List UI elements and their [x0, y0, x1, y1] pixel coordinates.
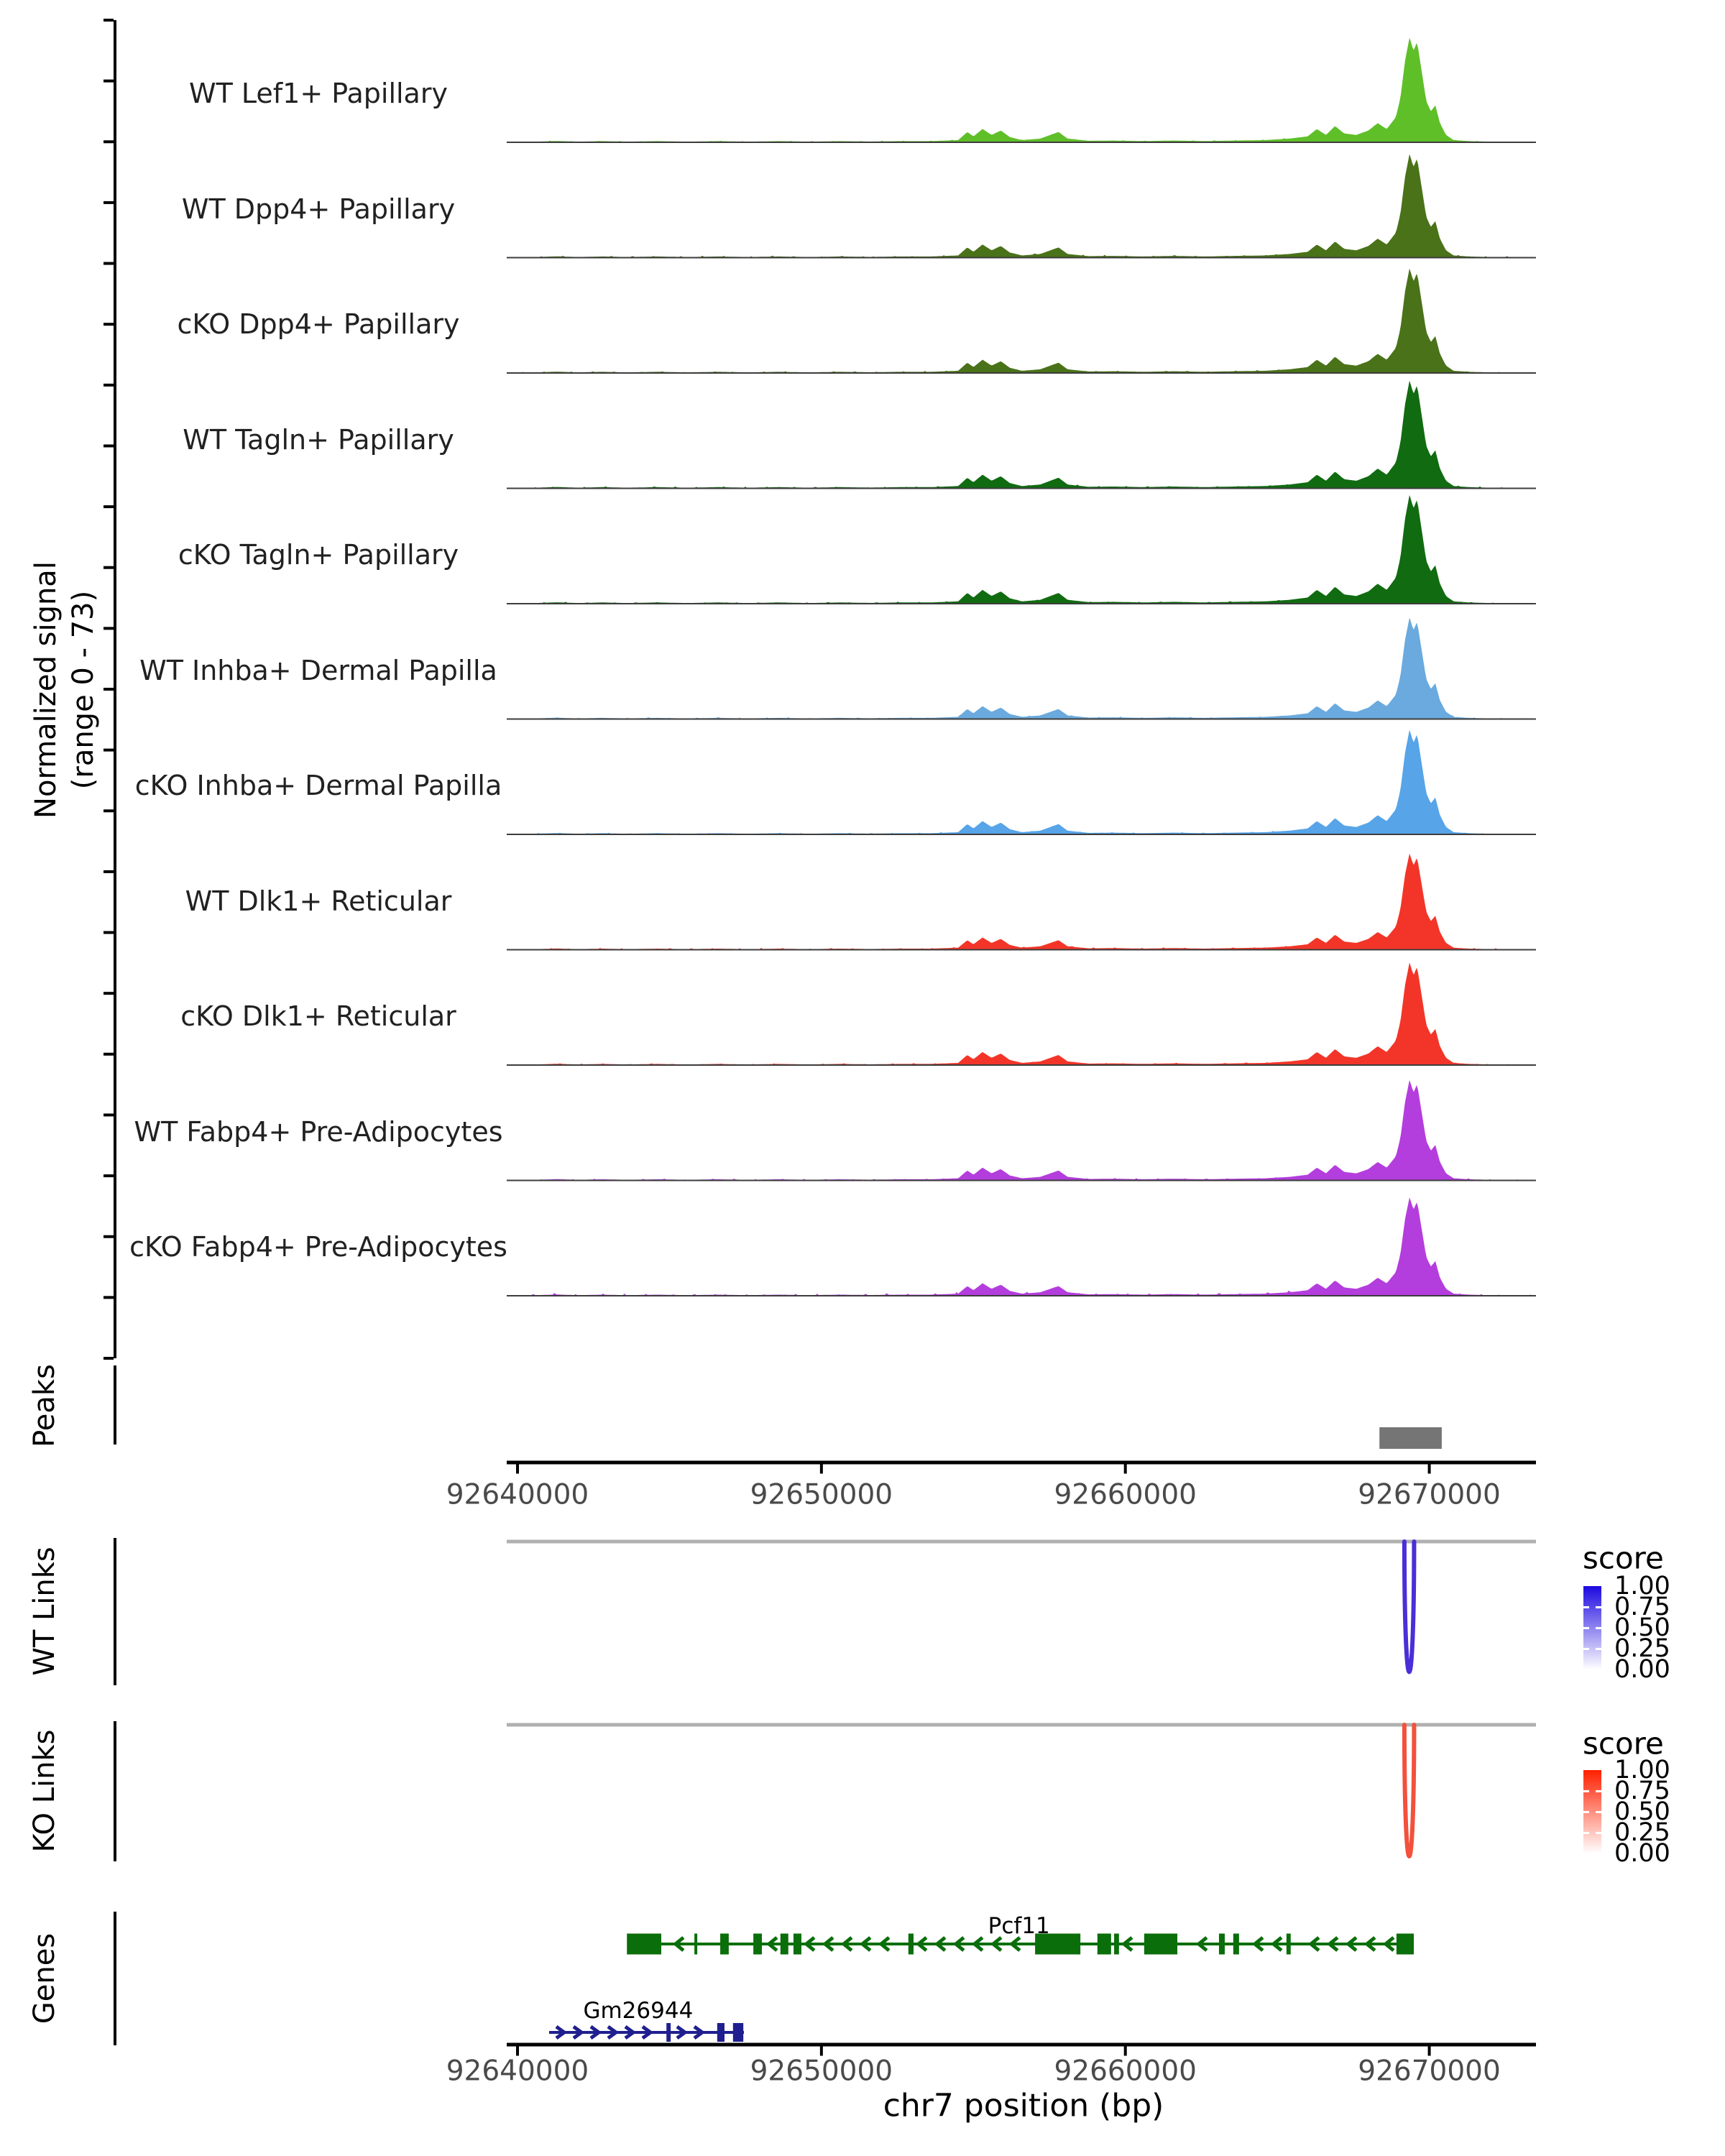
track-label-8: cKO Dlk1+ Reticular [180, 1000, 456, 1032]
coverage-area-track-6 [507, 730, 1536, 834]
signal-axis-tick [104, 444, 114, 447]
signal-axis-tick [104, 1113, 114, 1116]
track-label-7: WT Dlk1+ Reticular [185, 885, 452, 917]
signal-axis-tick [104, 749, 114, 752]
legend-tick-dash [1596, 1790, 1601, 1792]
wt-legend-label-0: 1.00 [1614, 1572, 1670, 1600]
track-baseline-7 [507, 949, 1536, 951]
gene-body-Pcf11 [630, 1943, 1414, 1945]
gene-exon-Pcf11 [1287, 1934, 1291, 1955]
track-baseline-9 [507, 1180, 1536, 1181]
wt-legend-label-3: 0.25 [1614, 1634, 1670, 1663]
signal-axis-tick [104, 323, 114, 326]
track-baseline-2 [507, 372, 1536, 374]
top-axis-tick-label-2: 92660000 [1054, 1478, 1197, 1511]
track-label-4: cKO Tagln+ Papillary [178, 539, 459, 571]
gene-exon-Gm26944 [666, 2023, 671, 2042]
gene-exon-Pcf11 [1397, 1934, 1414, 1955]
track-baseline-10 [507, 1295, 1536, 1296]
gene-exon-Pcf11 [1144, 1934, 1177, 1955]
signal-axis-tick [104, 870, 114, 873]
track-baseline-6 [507, 834, 1536, 835]
gene-exon-Pcf11 [694, 1934, 697, 1955]
panel-title-wt-links: WT Links [28, 1547, 61, 1676]
signal-axis-tick [104, 262, 114, 265]
legend-tick-dash [1583, 1606, 1589, 1608]
wt-legend-label-1: 0.75 [1614, 1593, 1670, 1621]
gene-exon-Pcf11 [753, 1934, 762, 1955]
signal-axis-tick [104, 1174, 114, 1177]
signal-axis-tick [104, 992, 114, 995]
wt-legend-label-2: 0.50 [1614, 1613, 1670, 1642]
gene-exon-Pcf11 [1233, 1934, 1239, 1955]
top-axis-tick [516, 1465, 519, 1474]
top-axis-tick-label-3: 92670000 [1358, 1478, 1501, 1511]
coverage-area-track-8 [507, 963, 1536, 1066]
top-axis-tick [1428, 1465, 1431, 1474]
track-label-10: cKO Fabp4+ Pre-Adipocytes [129, 1231, 507, 1263]
wt-links-legend-title: score [1583, 1540, 1664, 1576]
ko-links-bracket [114, 1721, 116, 1861]
panel-title-ko-links: KO Links [28, 1729, 61, 1853]
legend-tick-dash [1583, 1811, 1589, 1813]
bottom-axis-tick-label-1: 92650000 [750, 2055, 893, 2088]
coverage-area-track-4 [507, 495, 1536, 604]
gene-exon-Pcf11 [627, 1934, 661, 1955]
genes-bracket [114, 1912, 116, 2045]
legend-tick-dash [1596, 1648, 1601, 1650]
legend-tick-dash [1596, 1606, 1601, 1608]
track-baseline-8 [507, 1064, 1536, 1066]
ko-links-legend-title: score [1583, 1726, 1664, 1761]
bottom-axis-line [507, 2043, 1536, 2047]
track-label-6: cKO Inhba+ Dermal Papilla [134, 770, 502, 801]
coverage-area-track-9 [507, 1080, 1536, 1181]
coverage-area-track-0 [507, 38, 1536, 142]
signal-axis-tick [104, 931, 114, 934]
ko-link-arc [1404, 1725, 1414, 1856]
signal-axis-tick [104, 688, 114, 691]
x-axis-title: chr7 position (bp) [883, 2087, 1164, 2124]
signal-axis-tick [104, 19, 114, 22]
wt-legend-label-4: 0.00 [1614, 1655, 1670, 1684]
legend-tick-dash [1583, 1832, 1589, 1834]
wt-links-bracket [114, 1538, 116, 1685]
coverage-area-track-5 [507, 617, 1536, 719]
coverage-area-track-3 [507, 381, 1536, 489]
gene-name-label-Gm26944: Gm26944 [583, 1998, 694, 2024]
legend-tick-dash [1596, 1627, 1601, 1629]
signal-axis-tick [104, 505, 114, 508]
coverage-area-track-2 [507, 269, 1536, 373]
top-axis-tick [820, 1465, 823, 1474]
gene-exon-Pcf11 [794, 1934, 801, 1955]
track-baseline-0 [507, 142, 1536, 143]
panel-title-genes: Genes [28, 1932, 61, 2024]
bottom-axis-tick-label-2: 92660000 [1054, 2055, 1197, 2088]
gene-exon-Pcf11 [1219, 1934, 1225, 1955]
signal-axis-tick [104, 566, 114, 569]
gene-exon-Gm26944 [733, 2023, 743, 2042]
y-axis-title-line2: (range 0 - 73) [67, 590, 100, 790]
track-label-1: WT Dpp4+ Papillary [181, 193, 456, 225]
signal-axis-tick [104, 1296, 114, 1299]
gene-exon-Pcf11 [720, 1934, 729, 1955]
gene-exon-Pcf11 [908, 1934, 914, 1955]
signal-axis-tick [104, 1357, 114, 1360]
legend-tick-dash [1596, 1811, 1601, 1813]
top-axis-tick-label-1: 92650000 [750, 1478, 893, 1511]
wt-link-top-border [507, 1540, 1536, 1544]
ko-legend-label-2: 0.50 [1614, 1797, 1670, 1826]
signal-axis-tick [104, 809, 114, 812]
wt-link-arc [1404, 1542, 1414, 1672]
track-baseline-3 [507, 488, 1536, 489]
peak-region-box [1379, 1427, 1442, 1449]
gene-name-label-Pcf11: Pcf11 [988, 1913, 1050, 1939]
bottom-axis-tick-label-0: 92640000 [446, 2055, 589, 2088]
legend-tick-dash [1583, 1790, 1589, 1792]
legend-tick-dash [1596, 1832, 1601, 1834]
track-label-0: WT Lef1+ Papillary [189, 78, 448, 109]
ko-legend-label-0: 1.00 [1614, 1756, 1670, 1784]
signal-axis-tick [104, 80, 114, 83]
track-label-5: WT Inhba+ Dermal Papilla [139, 654, 497, 686]
signal-axis-bracket [114, 20, 116, 1358]
y-axis-title-line1: Normalized signal [29, 561, 63, 819]
track-label-3: WT Tagln+ Papillary [183, 423, 454, 456]
gene-exon-Gm26944 [717, 2023, 724, 2042]
coverage-area-track-10 [507, 1197, 1536, 1296]
top-axis-line [507, 1461, 1536, 1465]
bottom-axis-tick-label-3: 92670000 [1358, 2055, 1501, 2088]
track-label-2: cKO Dpp4+ Papillary [177, 308, 460, 340]
gene-exon-Pcf11 [781, 1934, 788, 1955]
peaks-bracket [114, 1365, 116, 1445]
legend-tick-dash [1583, 1627, 1589, 1629]
legend-tick-dash [1583, 1648, 1589, 1650]
ko-legend-label-3: 0.25 [1614, 1818, 1670, 1847]
top-axis-tick-label-0: 92640000 [446, 1478, 589, 1511]
track-baseline-4 [507, 603, 1536, 604]
track-baseline-1 [507, 257, 1536, 259]
gene-exon-Pcf11 [1114, 1934, 1119, 1955]
signal-axis-tick [104, 201, 114, 204]
track-baseline-5 [507, 719, 1536, 720]
panel-title-peaks: Peaks [28, 1364, 61, 1447]
ko-legend-label-4: 0.00 [1614, 1839, 1670, 1868]
signal-axis-tick [104, 627, 114, 630]
signal-axis-tick [104, 1053, 114, 1056]
top-axis-tick [1124, 1465, 1127, 1474]
signal-axis-tick [104, 384, 114, 387]
signal-axis-tick [104, 1235, 114, 1238]
ko-link-top-border [507, 1723, 1536, 1727]
track-label-9: WT Fabp4+ Pre-Adipocytes [134, 1115, 503, 1148]
gene-exon-Pcf11 [1098, 1934, 1111, 1955]
coverage-area-track-7 [507, 854, 1536, 950]
ko-legend-label-1: 0.75 [1614, 1777, 1670, 1805]
coverage-area-track-1 [507, 155, 1536, 258]
signal-axis-tick [104, 140, 114, 143]
